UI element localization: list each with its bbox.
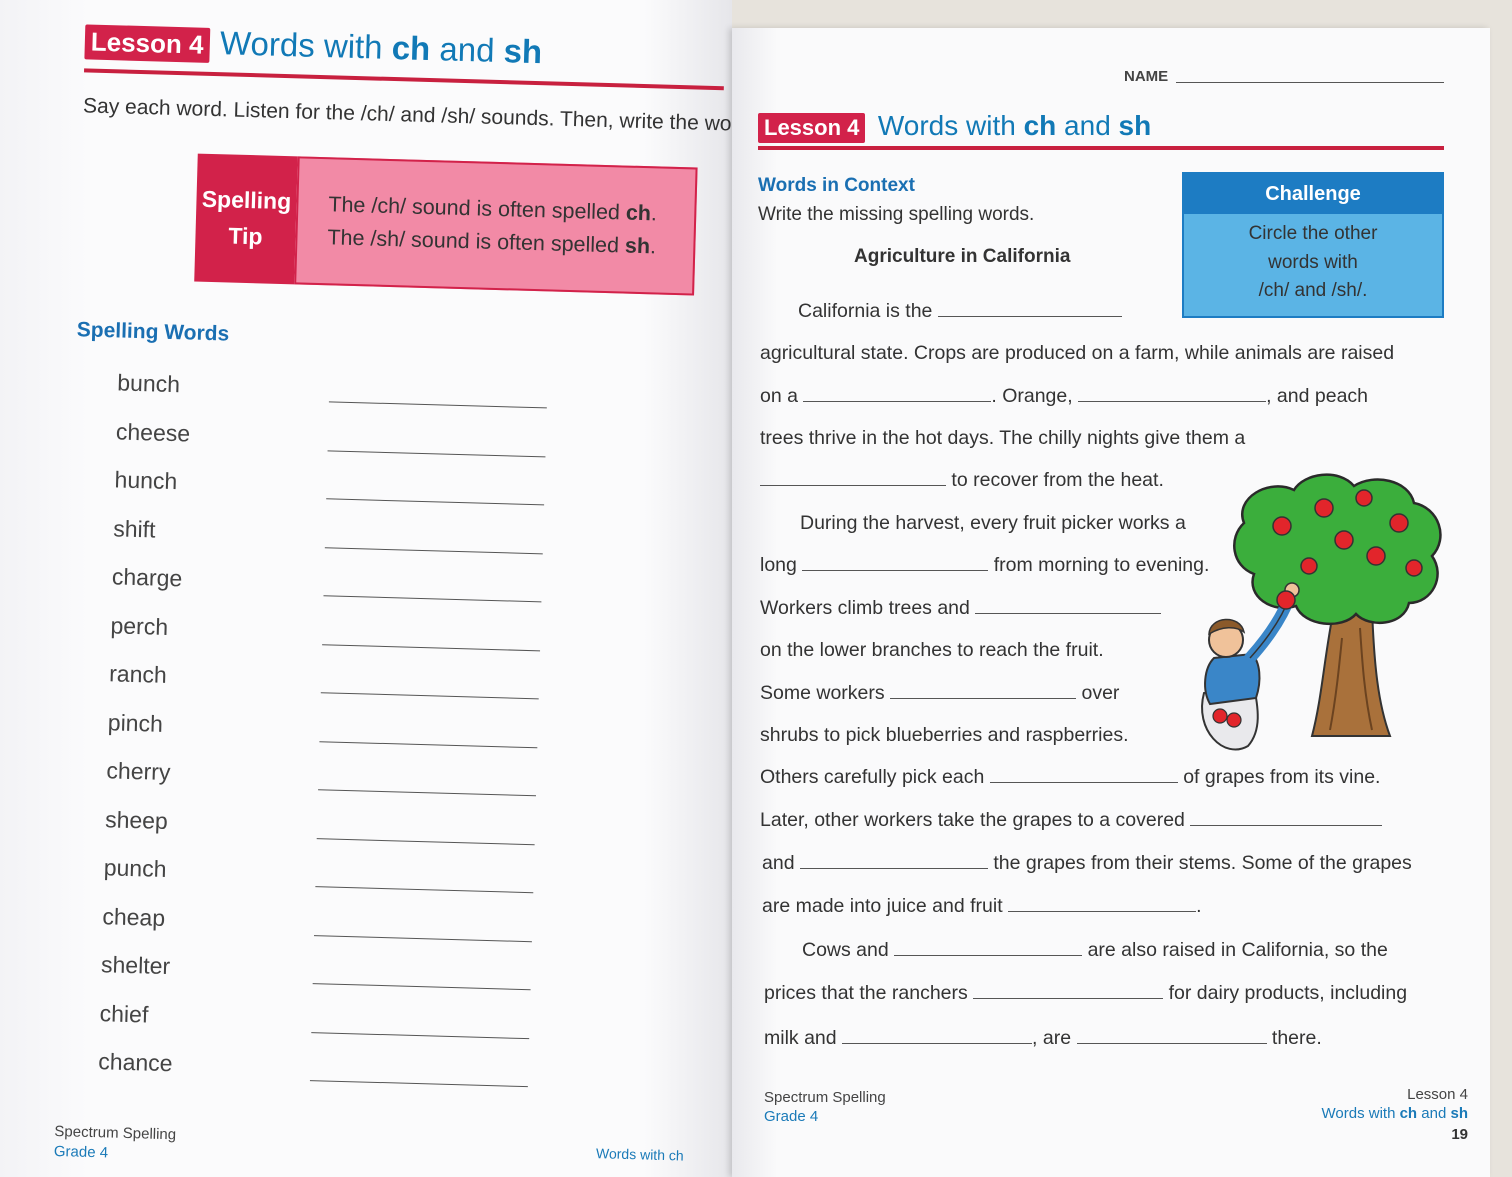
blank-15[interactable] (1077, 1043, 1267, 1044)
passage-line-11: shrubs to pick blueberries and raspberries. (760, 724, 1129, 746)
word-write-line[interactable] (329, 401, 547, 408)
word-write-line[interactable] (317, 838, 535, 845)
word-write-line[interactable] (311, 1032, 529, 1039)
blank-6[interactable] (975, 613, 1161, 614)
right-footer-left (764, 1089, 886, 1127)
footer-series: Spectrum Spelling (54, 1122, 177, 1144)
blank-5[interactable] (802, 570, 988, 571)
lesson-badge-right: Lesson 4 (758, 113, 865, 143)
spelling-word: shelter (100, 951, 171, 980)
blank-9[interactable] (1190, 825, 1382, 826)
section-heading: Words in Context (758, 175, 915, 196)
blank-14[interactable] (842, 1043, 1032, 1044)
passage-line-5: to recover from the heat. (760, 469, 1164, 492)
passage-line-15: are made into juice and fruit . (762, 895, 1202, 917)
left-footer (54, 1122, 177, 1164)
word-write-line[interactable] (310, 1080, 528, 1087)
header-rule (84, 68, 724, 90)
tree-canopy (1234, 475, 1440, 624)
passage-line-14: and the grapes from their stems. Some of the grapes (762, 852, 1412, 874)
blank-2[interactable] (803, 401, 991, 402)
lesson-badge: Lesson 4 (84, 24, 210, 62)
word-write-line[interactable] (321, 692, 539, 699)
footer-lesson-title: Words with ch and sh (1321, 1104, 1468, 1122)
story-title: Agriculture in California (854, 246, 1071, 267)
spelling-tip-label (194, 154, 298, 285)
spelling-word: chief (99, 999, 149, 1028)
spelling-word: cheese (115, 417, 191, 446)
word-write-line[interactable] (313, 983, 531, 990)
right-footer-right (1322, 1086, 1468, 1144)
passage-line-13: Later, other workers take the grapes to a covered (760, 809, 1382, 832)
spelling-word: bunch (117, 369, 181, 398)
spelling-word: ranch (108, 660, 168, 688)
tip-line-sh: The /sh/ sound is often spelled sh. (327, 225, 657, 259)
footer-series-right: Spectrum Spelling (764, 1089, 886, 1106)
blank-13[interactable] (973, 998, 1163, 999)
tip-line-ch: The /ch/ sound is often spelled ch. (328, 191, 658, 226)
blank-1[interactable] (938, 316, 1122, 317)
left-footer-right: Words with ch (595, 1145, 684, 1164)
word-write-line[interactable] (328, 450, 546, 457)
challenge-heading: Challenge (1265, 182, 1361, 205)
tree-trunk (1312, 608, 1390, 736)
spelling-word: hunch (114, 466, 178, 495)
passage-line-17: prices that the ranchers for dairy products, including (764, 982, 1408, 1004)
passage-line-16: Cows and are also raised in California, so the (802, 939, 1388, 961)
boy-figure (1202, 583, 1299, 750)
spelling-word: chance (98, 1048, 173, 1077)
blank-11[interactable] (1008, 911, 1196, 912)
footer-grade-right: Grade 4 (764, 1107, 819, 1125)
footer-lesson: Lesson 4 (1407, 1086, 1468, 1103)
challenge-body: Circle the other words with /ch/ and /sh/. (1184, 214, 1442, 316)
blank-3[interactable] (1078, 401, 1266, 402)
word-write-line[interactable] (318, 789, 536, 796)
instruction-text: Say each word. Listen for the /ch/ and /sh/ sounds. Then, write the wo (82, 94, 732, 136)
passage-line-12: Others carefully pick each of grapes from its vine. (760, 766, 1381, 788)
blank-7[interactable] (890, 698, 1076, 699)
left-page (0, 0, 732, 1177)
lesson-title-right: Words with ch and sh (877, 110, 1152, 141)
left-page-content (0, 0, 732, 1177)
footer-grade: Grade 4 (53, 1142, 109, 1161)
page-number: 19 (1451, 1125, 1468, 1143)
tip-label-spelling: Spelling (201, 186, 292, 215)
passage-line-7: long from morning to evening. (760, 554, 1210, 576)
blank-8[interactable] (990, 782, 1178, 783)
apple-picker-illustration (1164, 468, 1454, 758)
word-write-line[interactable] (315, 886, 533, 893)
spelling-tip-content (294, 156, 697, 295)
blank-10[interactable] (800, 868, 988, 869)
name-label: NAME (1124, 68, 1169, 85)
spelling-word: charge (111, 563, 183, 592)
name-field[interactable] (1176, 82, 1444, 83)
right-lesson-header (758, 110, 1151, 143)
blank-4[interactable] (760, 485, 946, 486)
spelling-tip-box (194, 154, 697, 296)
spelling-word: pinch (107, 708, 164, 737)
spelling-word: sheep (104, 805, 169, 834)
passage-line-4: trees thrive in the hot days. The chilly nights give them a (760, 427, 1246, 449)
lesson-title: Words with ch and sh (219, 24, 543, 71)
spelling-word: shift (112, 514, 156, 543)
spelling-word: punch (103, 854, 167, 882)
blank-12[interactable] (894, 955, 1082, 956)
section-instruction: Write the missing spelling words. (758, 204, 1035, 225)
left-lesson-header (84, 20, 542, 72)
spelling-words-heading: Spelling Words (76, 318, 230, 346)
word-write-line[interactable] (325, 547, 543, 554)
spelling-word: cheap (102, 902, 166, 931)
word-write-line[interactable] (319, 741, 537, 748)
passage-line-3: on a . Orange, , and peach (760, 385, 1369, 407)
spelling-word: cherry (106, 757, 171, 786)
spelling-word: perch (110, 611, 169, 640)
passage-line-9: on the lower branches to reach the fruit. (760, 639, 1104, 661)
word-write-line[interactable] (322, 644, 540, 651)
word-write-line[interactable] (323, 595, 541, 602)
passage-line-8: Workers climb trees and (760, 597, 1161, 620)
passage-line-18: milk and , are there. (764, 1027, 1322, 1049)
tip-label-tip: Tip (228, 222, 263, 250)
word-write-line[interactable] (314, 935, 532, 942)
right-page (732, 28, 1490, 1177)
passage-line-10: Some workers over (760, 682, 1120, 704)
passage-line-1: California is the (798, 300, 1122, 323)
passage-line-2: agricultural state. Crops are produced on a farm, while animals are raised (760, 342, 1395, 364)
word-write-line[interactable] (326, 498, 544, 505)
header-rule-right (758, 146, 1444, 150)
challenge-box (1182, 172, 1444, 318)
passage-line-6: During the harvest, every fruit picker works a (800, 512, 1186, 534)
